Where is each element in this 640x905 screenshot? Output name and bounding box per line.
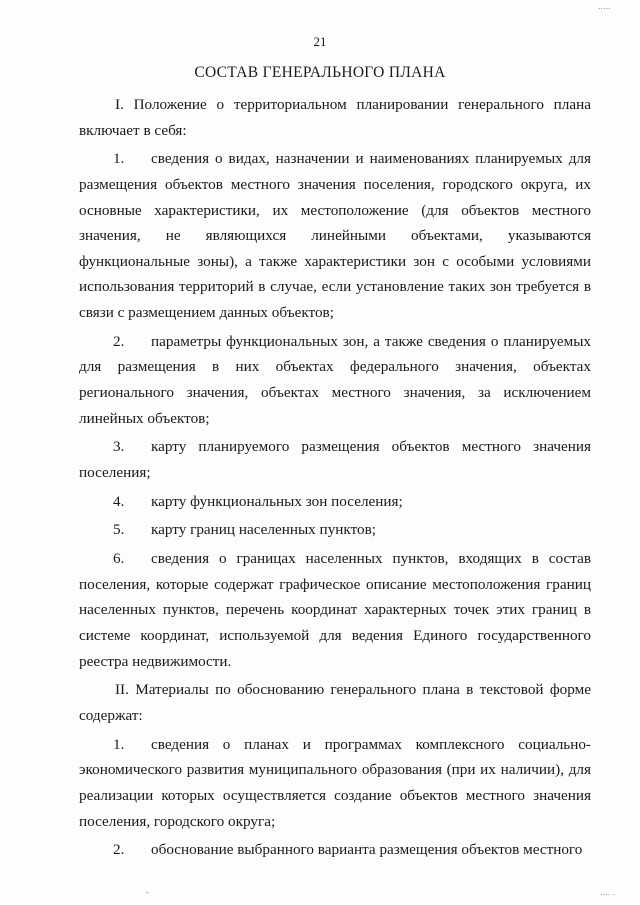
- section1-item-4: [79, 489, 591, 515]
- section1-item-5: [79, 517, 591, 543]
- section1-item-2: [79, 329, 591, 431]
- section2-intro: II. Материалы по обоснованию генерального плана в текстовой форме содержат:: [79, 681, 591, 724]
- page-number: 21: [313, 34, 327, 49]
- item-number: 5.: [113, 521, 125, 539]
- item-number: 4.: [113, 492, 125, 510]
- item-number: 6.: [113, 550, 125, 568]
- scan-mark-bottom-right: .... .: [600, 888, 616, 897]
- item-text: карту границ населенных пунктов;: [151, 521, 377, 539]
- item-number: 1.: [113, 735, 125, 753]
- section1-intro: I. Положение о территориальном планировании генерального плана включает в себя:: [79, 96, 591, 139]
- section2-item-2: [79, 837, 591, 863]
- item-number: 2.: [113, 332, 125, 350]
- section1-item-3: [79, 434, 591, 485]
- document-body: [79, 92, 591, 866]
- scan-mark-bottom-left: -: [146, 888, 149, 897]
- item-text: обоснование выбранного варианта размещения объектов местного: [151, 841, 583, 859]
- item-text: сведения о планах и программах комплексного социально-экономического развития муниципального образования (при их наличии), для реализации которых осуществляется создание объектов местного значения поселения, городского округа;: [79, 735, 591, 830]
- section1-item-6: [79, 546, 591, 674]
- item-text: сведения о видах, назначении и наименованиях планируемых для размещения объектов местного значения поселения, городского округа, их основные характеристики, их местоположение (для объектов местного значения, не являющихся линейными объектами, указываются функциональные зоны), а также характеристики зон с особыми условиями использования территорий в случае, если установление таких зон требуется в связи с размещением данных объектов;: [79, 150, 591, 321]
- item-number: 3.: [113, 438, 125, 456]
- item-text: карту планируемого размещения объектов местного значения поселения;: [79, 438, 591, 481]
- item-text: параметры функциональных зон, а также сведения о планируемых для размещения в них объектах федерального значения, объектах регионального значения, объектах местного значения, за исключением линейных объектов;: [79, 332, 591, 427]
- item-text: карту функциональных зон поселения;: [151, 492, 403, 510]
- item-number: 1.: [113, 150, 125, 168]
- scan-mark-top: .....: [598, 2, 611, 11]
- section1-item-1: [79, 146, 591, 325]
- document-title: СОСТАВ ГЕНЕРАЛЬНОГО ПЛАНА: [194, 64, 446, 81]
- item-text: сведения о границах населенных пунктов, входящих в состав поселения, которые содержат графическое описание местоположения границ населенных пунктов, перечень координат характерных точек этих границ в системе координат, используемой для ведения Единого государственного реестра недвижимости.: [79, 550, 591, 670]
- section2-item-1: [79, 732, 591, 834]
- item-number: 2.: [113, 841, 125, 859]
